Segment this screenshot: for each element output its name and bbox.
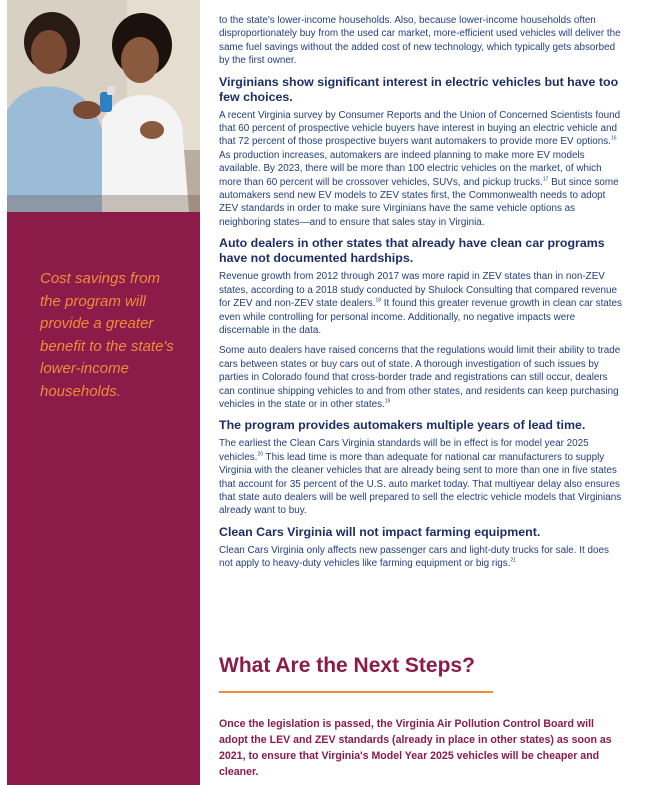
section-paragraph-ev-interest: A recent Virginia survey by Consumer Reports and the Union of Concerned Scientists found that 60 percent of prospective vehicle buyers have interest in buying an electric vehicle and that 72 percent of those prospective buyers want automakers to provide more EV options.$^{16}$ As production increases, automakers are indeed planning to make more EV models available. By 2023, there will be more than 100 electric vehicles on the market, of which more than 60 percent will be crossover vehicles, SUVs, and pickup trucks.$^{17}$ But since some automakers send new EV models to ZEV states first, the Commonwealth needs to adopt ZEV standards in order to make sure Virginians have the same vehicle options as neighboring states—and to ensure that sales stay in Virginia.	[219, 109, 621, 228]
footnote-ref[interactable]: 19	[384, 398, 391, 405]
section-paragraph-auto-dealers-1: Revenue growth from 2012 through 2017 was more rapid in ZEV states than in non-ZEV states, according to a 2018 study conducted by Shulock Consulting that compared revenue for ZEV and non-ZEV state dealers.$^{18}$ It found this greater revenue growth in clean car states even while controlling for personal income. Additionally, no negative impacts were discernable in the data.	[219, 271, 622, 336]
footnote-ref[interactable]: 20	[257, 451, 263, 458]
pull-quote: Cost savings from the program will provide a greater benefit to the state's lower-income households.	[40, 270, 174, 400]
next-steps-body: Once the legislation is passed, the Virginia Air Pollution Control Board will adopt the LEV and ZEV standards (already in place in other states) as soon as 2021, to ensure that Virginia's Model Year 2025 vehicles will be cheaper and cleaner.	[219, 718, 612, 778]
section-heading-auto-dealers: Auto dealers in other states that already have clean car programs have not documented hardships.	[219, 236, 605, 266]
section-paragraph-auto-dealers-2: Some auto dealers have raised concerns that the regulations would limit their ability to trade cars between states or buy cars out of state. A thorough investigation of such issues by parties in Colorado found that cross-border trade and registrations can still occur, dealers can continue shipping vehicles to and from other states, and residents can keep purchasing vehicles in the state or in other states.$^{19}$	[219, 345, 621, 410]
inhaler-photo-illustration	[7, 0, 200, 212]
section-heading-farming: Clean Cars Virginia will not impact farming equipment.	[219, 524, 541, 539]
main-column	[219, 14, 624, 578]
intro-paragraph: to the state's lower-income households. Also, because lower-income households often disproportionately buy from the used car market, more-efficient used vehicles will deliver the same fuel savings without the added cost of new technology, which typically gets absorbed by the first owner.	[219, 15, 621, 67]
footnote-ref[interactable]: 17	[542, 176, 549, 183]
section-heading-ev-interest: Virginians show significant interest in electric vehicles but have too few choices.	[219, 74, 619, 104]
section-heading-lead-time: The program provides automakers multiple years of lead time.	[219, 418, 586, 433]
section-paragraph-farming: Clean Cars Virginia only affects new passenger cars and light-duty trucks for sale. It does not apply to heavy-duty vehicles like farming equipment or big rigs.$^{21}$	[219, 544, 609, 570]
next-steps-title: What Are the Next Steps?	[219, 654, 475, 677]
title-underline	[219, 691, 493, 693]
section-paragraph-lead-time: The earliest the Clean Cars Virginia standards will be in effect is for model year 2025 vehicles.$^{20}$ This lead time is more than adequate for national car manufacturers to supply Virginia with the cleaner vehicles that are already being sent to more than one in five states that account for 35 percent of the U.S. auto market today. That multiyear delay also ensures that state auto dealers will be well prepared to sell the electric vehicle models that Virginians already want to buy.	[219, 438, 622, 517]
footnote-ref[interactable]: 18	[375, 297, 381, 304]
family-photo	[7, 0, 200, 212]
footnote-ref[interactable]: 21	[510, 557, 517, 564]
footnote-ref[interactable]: 16	[610, 136, 617, 143]
